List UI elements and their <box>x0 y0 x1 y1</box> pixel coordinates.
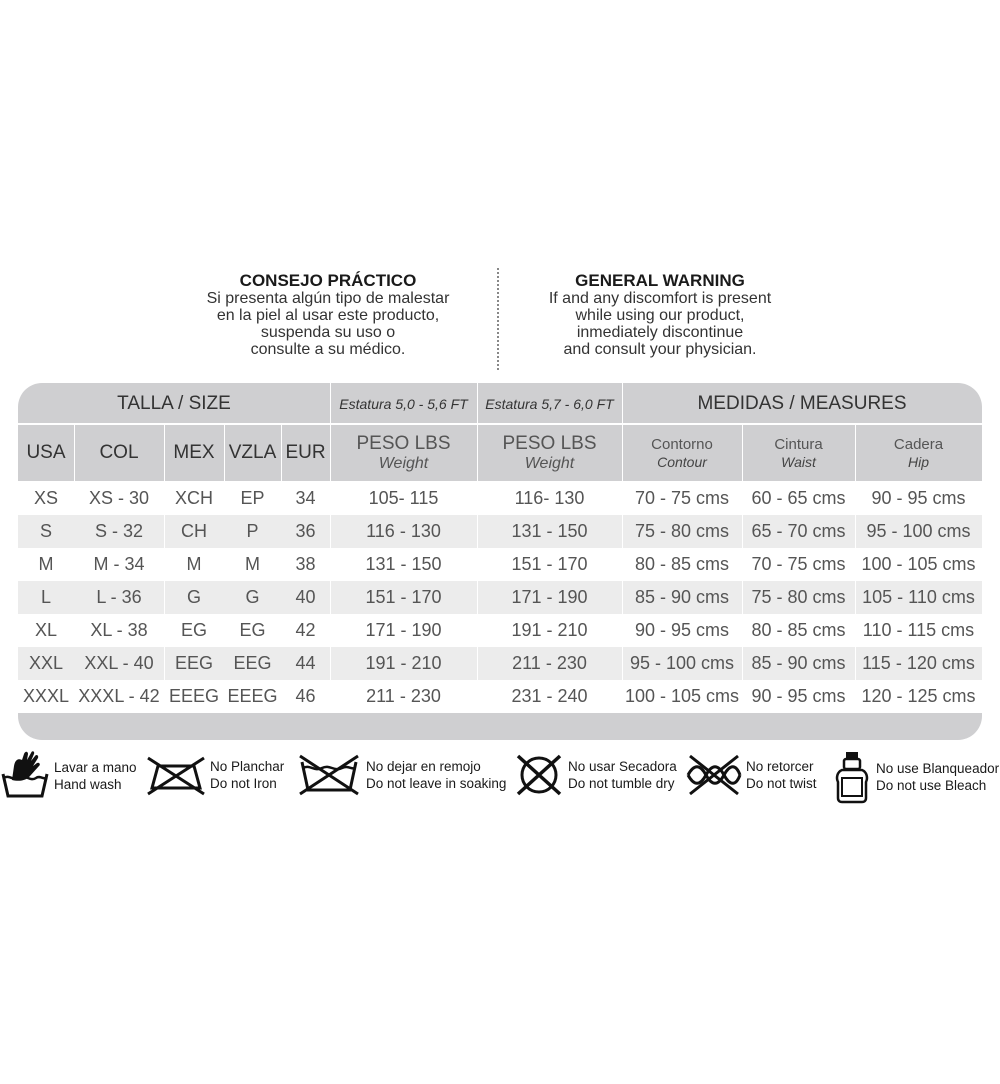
table-cell: M <box>245 554 260 574</box>
table-cell: 191 - 210 <box>365 653 442 673</box>
table-cell: 70 - 75 cms <box>751 554 846 574</box>
care-no-iron-en: Do not Iron <box>210 776 277 791</box>
table-cell: 44 <box>295 653 316 673</box>
weight-1-label: PESO LBS <box>356 432 451 454</box>
care-hand-wash-es: Lavar a mano <box>54 760 137 775</box>
notice-english-line: and consult your physician. <box>563 341 757 358</box>
table-cell: 171 - 190 <box>511 587 588 607</box>
table-cell: 38 <box>295 554 316 574</box>
care-no-iron-es: No Planchar <box>210 759 285 774</box>
notice-spanish-line: Si presenta algún tipo de malestar <box>206 290 450 307</box>
header-divider <box>18 423 982 425</box>
care-no-soak-text <box>366 758 506 792</box>
table-cell: 105 - 110 cms <box>862 587 975 607</box>
table-cell: 75 - 80 cms <box>751 587 846 607</box>
table-cell: 151 - 170 <box>365 587 442 607</box>
table-cell: XCH <box>174 488 213 508</box>
table-cell: 90 - 95 cms <box>871 488 966 508</box>
care-no-tumble-dry-text <box>568 758 677 792</box>
no-iron-icon <box>146 750 206 800</box>
notice-english-line: while using our product, <box>575 307 745 324</box>
care-no-tumble-dry <box>514 750 677 800</box>
table-cell: P <box>246 521 259 541</box>
notice-english-line: If and any discomfort is present <box>548 290 772 307</box>
table-cell: S <box>39 521 52 541</box>
hand-wash-icon <box>0 750 50 802</box>
table-cell: L <box>40 587 51 607</box>
table-cell: 75 - 80 cms <box>634 521 730 541</box>
care-no-twist <box>686 750 817 800</box>
care-no-twist-en: Do not twist <box>746 776 817 791</box>
table-cell: 231 - 240 <box>511 686 588 706</box>
table-cell: EEEG <box>227 686 278 706</box>
col-header-contour <box>622 424 742 482</box>
table-cell: 60 - 65 cms <box>751 488 846 508</box>
column-divider <box>622 383 623 710</box>
table-cell: G <box>186 587 201 607</box>
care-no-soak <box>296 750 506 800</box>
col-header-vzla: VZLA <box>228 442 277 463</box>
contour-sublabel: Contour <box>657 453 707 470</box>
notice-spanish-line: suspenda su uso o <box>260 324 396 341</box>
table-cell: 100 - 105 cms <box>624 686 740 706</box>
table-cell: XS - 30 <box>88 488 150 508</box>
table-cell: 34 <box>295 488 316 508</box>
table-cell: EEG <box>174 653 213 673</box>
column-divider <box>855 424 856 710</box>
care-no-bleach-es: No use Blanqueador <box>876 761 1000 776</box>
col-header-waist <box>742 424 855 482</box>
notice-divider <box>497 268 499 370</box>
col-header-hip <box>855 424 982 482</box>
notice-spanish <box>178 272 478 358</box>
table-cell: M - 34 <box>93 554 145 574</box>
waist-label: Cintura <box>774 436 823 454</box>
size-chart-table <box>18 383 982 740</box>
table-cell: 95 - 100 cms <box>866 521 971 541</box>
col-header-mex: MEX <box>173 442 215 463</box>
care-hand-wash-en: Hand wash <box>54 777 122 792</box>
notice-spanish-line: consulte a su médico. <box>250 341 406 358</box>
care-hand-wash <box>0 750 137 802</box>
column-divider <box>74 424 75 482</box>
table-cell: 90 - 95 cms <box>751 686 846 706</box>
waist-sublabel: Waist <box>781 453 816 470</box>
height-range-2-header: Estatura 5,7 - 6,0 FT <box>485 395 614 412</box>
header-divider <box>18 481 982 483</box>
height-range-1-header: Estatura 5,0 - 5,6 FT <box>339 395 468 412</box>
table-cell: 171 - 190 <box>365 620 442 640</box>
care-no-bleach <box>832 750 999 804</box>
table-cell: XXXL - 42 <box>78 686 160 706</box>
table-cell: XL <box>34 620 58 640</box>
col-header-usa: USA <box>26 442 66 463</box>
hip-label: Cadera <box>893 436 944 454</box>
table-cell: 100 - 105 cms <box>861 554 976 574</box>
care-no-soak-en: Do not leave in soaking <box>366 776 507 791</box>
notice-spanish-line: en la piel al usar este producto, <box>216 307 440 324</box>
notice-english-line: inmediately discontinue <box>576 324 744 341</box>
table-cell: 65 - 70 cms <box>751 521 846 541</box>
table-cell: 70 - 75 cms <box>634 488 730 508</box>
table-cell: EG <box>239 620 266 640</box>
care-no-bleach-en: Do not use Bleach <box>876 778 987 793</box>
table-cell: XXL - 40 <box>84 653 154 673</box>
weight-2-label: PESO LBS <box>502 432 597 454</box>
column-divider <box>742 424 743 710</box>
table-cell: 131 - 150 <box>365 554 442 574</box>
care-no-iron <box>146 750 284 800</box>
table-cell: 46 <box>295 686 316 706</box>
table-cell: 40 <box>295 587 316 607</box>
measures-header: MEDIDAS / MEASURES <box>697 392 907 414</box>
col-header-weight-1 <box>330 424 477 482</box>
table-cell: XL - 38 <box>90 620 148 640</box>
table-cell: 36 <box>295 521 316 541</box>
care-no-tumble-dry-en: Do not tumble dry <box>568 776 675 791</box>
care-no-tumble-dry-es: No usar Secadora <box>568 759 677 774</box>
table-cell: M <box>38 554 54 574</box>
table-cell: 211 - 230 <box>366 686 441 706</box>
table-cell: XXL <box>28 653 64 673</box>
column-divider <box>224 424 225 482</box>
table-cell: EG <box>180 620 207 640</box>
table-cell: CH <box>181 521 207 541</box>
table-cell: XXXL <box>22 686 70 706</box>
notice-english <box>510 272 810 358</box>
table-cell: 211 - 230 <box>512 653 587 673</box>
care-no-soak-es: No dejar en remojo <box>366 759 481 774</box>
no-tumble-dry-icon <box>514 750 564 800</box>
table-cell: 191 - 210 <box>511 620 588 640</box>
care-no-iron-text <box>210 758 284 792</box>
table-cell: 116 - 130 <box>366 521 441 541</box>
col-header-col: COL <box>99 442 139 463</box>
table-cell: M <box>186 554 202 574</box>
table-cell: EP <box>240 488 265 508</box>
table-cell: 110 - 115 cms <box>862 620 975 640</box>
column-divider <box>281 424 282 482</box>
care-hand-wash-text <box>54 759 137 793</box>
table-cell: EEG <box>233 653 272 673</box>
care-no-twist-text <box>746 758 817 792</box>
size-header: TALLA / SIZE <box>117 392 231 414</box>
care-no-twist-es: No retorcer <box>746 759 814 774</box>
table-cell: 95 - 100 cms <box>629 653 735 673</box>
care-no-bleach-text <box>876 760 999 794</box>
notice-english-title: GENERAL WARNING <box>575 271 745 290</box>
column-divider <box>330 383 331 710</box>
table-cell: 131 - 150 <box>511 521 588 541</box>
table-cell: 85 - 90 cms <box>634 587 730 607</box>
column-divider <box>164 424 165 710</box>
weight-1-sublabel: Weight <box>378 454 429 472</box>
table-cell: EEEG <box>168 686 220 706</box>
notice-spanish-title: CONSEJO PRÁCTICO <box>239 271 417 290</box>
col-header-weight-2 <box>477 424 622 482</box>
column-divider <box>477 383 478 710</box>
no-twist-icon <box>686 750 742 800</box>
table-cell: G <box>245 587 260 607</box>
table-cell: 151 - 170 <box>511 554 588 574</box>
table-cell: XS <box>33 488 58 508</box>
table-cell: 42 <box>295 620 316 640</box>
table-cell: 90 - 95 cms <box>634 620 730 640</box>
table-cell: 80 - 85 cms <box>634 554 730 574</box>
table-cell: 115 - 120 cms <box>862 653 975 673</box>
table-cell: 105- 115 <box>368 488 439 508</box>
table-cell: S - 32 <box>94 521 144 541</box>
contour-label: Contorno <box>651 436 713 454</box>
col-header-eur: EUR <box>285 442 326 463</box>
table-cell: 120 - 125 cms <box>861 686 976 706</box>
weight-2-sublabel: Weight <box>524 454 575 472</box>
table-cell: 116- 130 <box>514 488 585 508</box>
table-cell: 85 - 90 cms <box>751 653 846 673</box>
table-cell: L - 36 <box>96 587 142 607</box>
no-bleach-icon <box>832 750 872 804</box>
no-soak-icon <box>296 750 362 800</box>
table-cell: 80 - 85 cms <box>751 620 846 640</box>
hip-sublabel: Hip <box>907 453 929 470</box>
